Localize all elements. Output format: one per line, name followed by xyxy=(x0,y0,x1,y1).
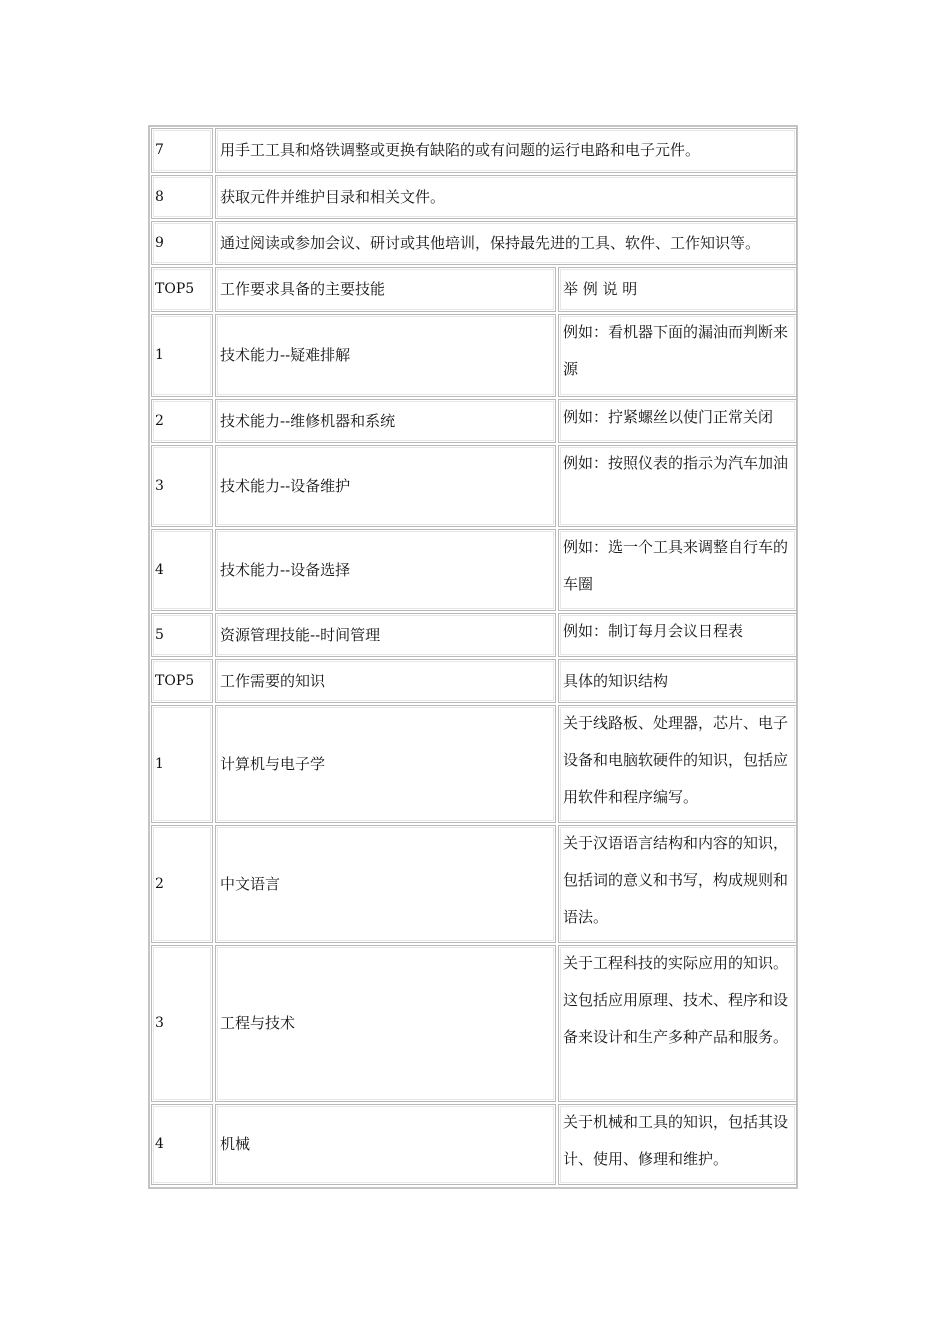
task-row-num xyxy=(151,175,213,219)
skill-row-example xyxy=(558,613,797,657)
task-row-num xyxy=(151,221,213,265)
knowledge-detail-text: 关于机械和工具的知识，包括其设计、使用、修理和维护。 xyxy=(563,1113,789,1168)
skill-example-text: 例如：选一个工具来调整自行车的车圈 xyxy=(563,538,789,593)
skill-row-example xyxy=(558,445,797,527)
skill-num-text: 1 xyxy=(155,347,164,363)
task-num-text: 9 xyxy=(155,234,164,251)
skill-row-example xyxy=(558,314,797,397)
task-text: 通过阅读或参加会议、研讨或其他培训，保持最先进的工具、软件、工作知识等。 xyxy=(220,233,761,252)
task-row-text xyxy=(215,128,797,173)
skill-num-text: 4 xyxy=(155,561,164,578)
task-num-text: 7 xyxy=(155,142,164,158)
skill-example-text: 例如：制订每月会议日程表 xyxy=(563,622,744,640)
knowledge-row-detail xyxy=(558,945,797,1102)
skills-header-example xyxy=(558,267,797,312)
knowledge-name-text: 计算机与电子学 xyxy=(220,754,326,773)
knowledge-header-name xyxy=(215,659,556,703)
knowledge-header-top5 xyxy=(151,659,213,703)
knowledge-detail-text: 关于汉语语言结构和内容的知识，包括词的意义和书写，构成规则和语法。 xyxy=(563,834,789,926)
skill-row-name xyxy=(215,399,556,443)
knowledge-detail-text: 关于线路板、处理器，芯片、电子设备和电脑软硬件的知识，包括应用软件和程序编写。 xyxy=(563,714,789,806)
knowledge-row-detail xyxy=(558,825,797,943)
task-row-text xyxy=(215,175,797,219)
job-info-table xyxy=(148,125,798,1189)
knowledge-row-detail xyxy=(558,705,797,823)
knowledge-num-text: 2 xyxy=(155,875,164,892)
skill-name-text: 资源管理技能--时间管理 xyxy=(220,625,381,644)
skill-row-example xyxy=(558,529,797,611)
skill-row-num xyxy=(151,529,213,611)
knowledge-num-text: 3 xyxy=(155,1015,164,1031)
skill-example-text: 例如：看机器下面的漏油而判断来源 xyxy=(563,323,789,378)
skill-row-num xyxy=(151,613,213,657)
skill-num-text: 5 xyxy=(155,626,164,643)
skill-name-text: 技术能力--设备选择 xyxy=(220,560,351,579)
task-num-text: 8 xyxy=(155,188,164,205)
knowledge-name-text: 工程与技术 xyxy=(220,1014,296,1032)
knowledge-detail-text: 关于工程科技的实际应用的知识。这包括应用原理、技术、程序和设备来设计和生产多种产品和服务。 xyxy=(563,954,789,1046)
skill-row-name xyxy=(215,314,556,397)
knowledge-row-num xyxy=(151,705,213,823)
knowledge-name-text: 机械 xyxy=(220,1135,251,1153)
knowledge-row-name xyxy=(215,825,556,943)
skill-name-text: 技术能力--疑难排解 xyxy=(220,346,351,364)
skill-row-num xyxy=(151,314,213,397)
skill-row-example xyxy=(558,399,797,443)
skill-num-text: 3 xyxy=(155,477,164,494)
header-text: TOP5 xyxy=(155,281,195,297)
skill-name-text: 技术能力--设备维护 xyxy=(220,476,351,495)
task-row-num xyxy=(151,128,213,173)
skill-row-name xyxy=(215,613,556,657)
knowledge-row-num xyxy=(151,1104,213,1185)
skill-example-text: 例如：按照仪表的指示为汽车加油 xyxy=(563,454,789,472)
task-text: 用手工工具和烙铁调整或更换有缺陷的或有问题的运行电路和电子元件。 xyxy=(220,141,701,159)
header-text: 工作需要的知识 xyxy=(220,671,326,690)
knowledge-name-text: 中文语言 xyxy=(220,874,281,893)
skill-row-num xyxy=(151,399,213,443)
header-text: 工作要求具备的主要技能 xyxy=(220,280,386,298)
knowledge-row-name xyxy=(215,1104,556,1185)
skill-num-text: 2 xyxy=(155,412,164,429)
header-text: 具体的知识结构 xyxy=(563,671,669,690)
knowledge-header-detail xyxy=(558,659,797,703)
skill-row-num xyxy=(151,445,213,527)
task-row-text xyxy=(215,221,797,265)
skill-row-name xyxy=(215,529,556,611)
knowledge-row-detail xyxy=(558,1104,797,1185)
skills-header-top5 xyxy=(151,267,213,312)
knowledge-num-text: 1 xyxy=(155,755,164,772)
header-text: TOP5 xyxy=(155,672,195,689)
skill-example-text: 例如：拧紧螺丝以使门正常关闭 xyxy=(563,408,774,426)
knowledge-num-text: 4 xyxy=(155,1136,164,1152)
knowledge-row-name xyxy=(215,705,556,823)
skills-header-skill xyxy=(215,267,556,312)
skill-name-text: 技术能力--维修机器和系统 xyxy=(220,411,396,430)
task-text: 获取元件并维护目录和相关文件。 xyxy=(220,187,446,206)
skill-row-name xyxy=(215,445,556,527)
knowledge-row-num xyxy=(151,945,213,1102)
knowledge-row-num xyxy=(151,825,213,943)
knowledge-row-name xyxy=(215,945,556,1102)
header-text: 举 例 说 明 xyxy=(563,280,638,298)
